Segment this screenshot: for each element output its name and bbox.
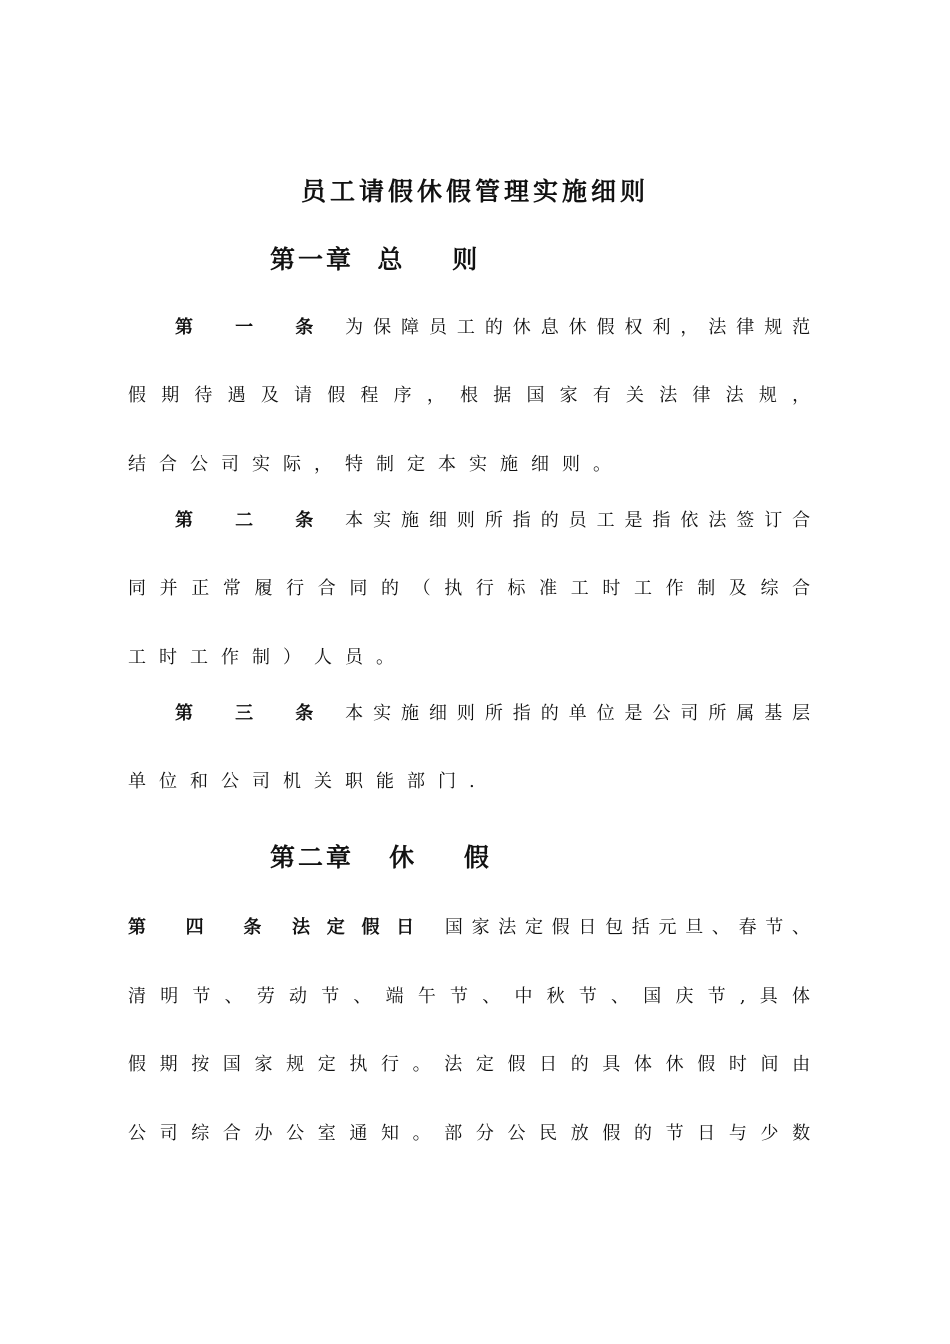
article-2-text-2: 同并正常履行合同的（执行标准工时工作制及综合 <box>128 578 811 599</box>
article-1-label: 第 一 条 <box>175 317 332 338</box>
chapter-1-heading: 第一章 总 则 <box>270 245 481 274</box>
article-4-text-4: 公司综合办公室通知。部分公民放假的节日与少数 <box>128 1123 811 1144</box>
article-3-text-2: 单位和公司机关职能部门. <box>128 771 488 792</box>
article-2-line-2 <box>128 573 810 605</box>
article-4-text-1: 国家法定假日包括元旦、春节、 <box>444 917 810 938</box>
article-4-line-2 <box>128 981 810 1013</box>
article-4-text-2: 清明节、劳动节、端午节、中秋节、国庆节,具体 <box>128 986 810 1007</box>
chapter-2-heading: 第二章 休 假 <box>270 843 492 872</box>
article-2-line-1 <box>175 505 810 537</box>
article-4-line-3 <box>128 1049 810 1081</box>
article-3-line-2 <box>128 766 810 798</box>
article-3-text-1: 本实施细则所指的单位是公司所属基层 <box>345 703 811 724</box>
article-1-line-3 <box>128 449 810 481</box>
article-1-line-1 <box>175 312 810 344</box>
article-1-text-1: 为保障员工的休息休假权利，法律规范 <box>345 317 811 338</box>
article-1-text-3: 结合公司实际，特制定本实施细则。 <box>128 454 624 475</box>
article-3-label: 第 三 条 <box>175 703 332 724</box>
article-2-label: 第 二 条 <box>175 510 332 531</box>
article-4-label: 第 四 条 <box>128 917 279 938</box>
article-1-text-2: 假期待遇及请假程序，根据国家有关法律法规， <box>128 385 811 406</box>
document-title: 员工请假休假管理实施细则 <box>300 177 649 206</box>
article-4-sublabel: 法定假日 <box>292 917 431 938</box>
article-4-text-3: 假期按国家规定执行。法定假日的具体休假时间由 <box>128 1054 811 1075</box>
article-1-line-2 <box>128 380 810 412</box>
article-2-text-1: 本实施细则所指的员工是指依法签订合 <box>345 510 811 531</box>
article-2-line-3 <box>128 642 810 674</box>
article-4-line-1 <box>128 912 810 944</box>
article-4-line-4 <box>128 1118 810 1150</box>
article-3-line-1 <box>175 698 810 730</box>
article-2-text-3: 工时工作制）人员。 <box>128 647 407 668</box>
